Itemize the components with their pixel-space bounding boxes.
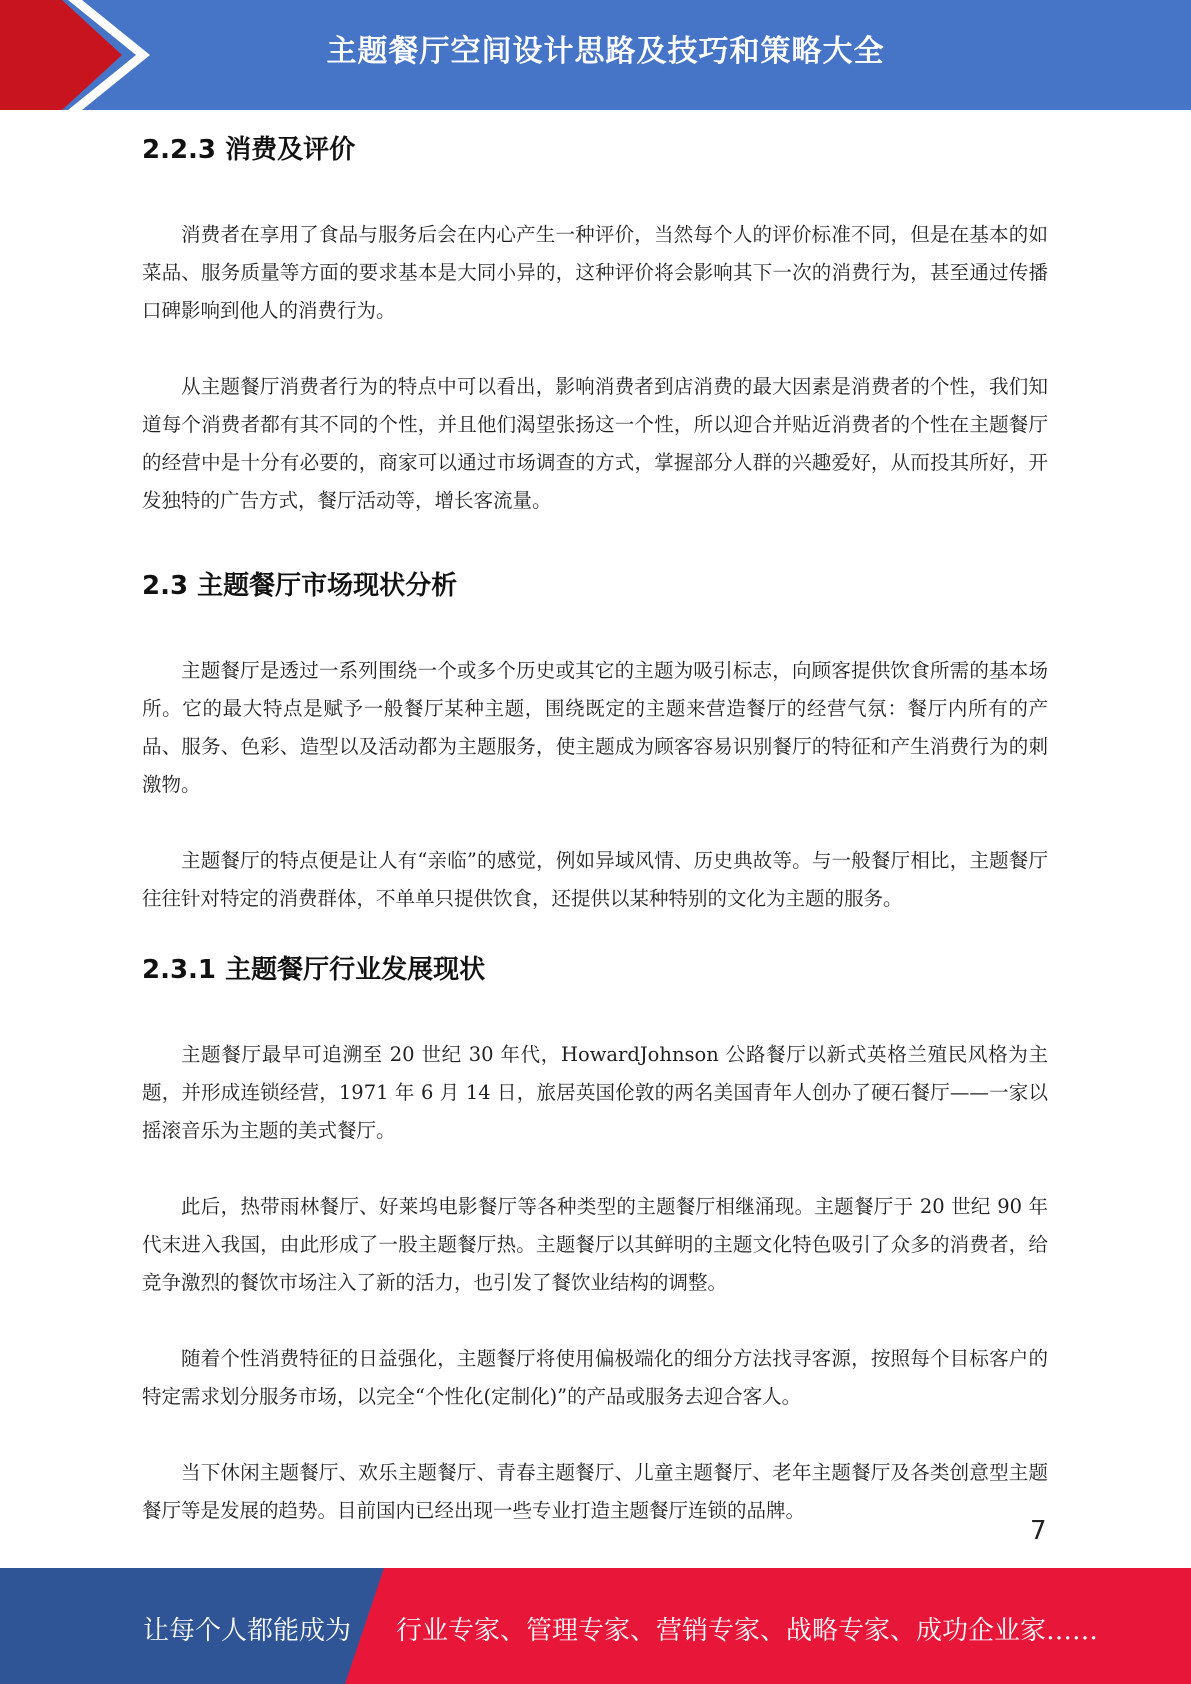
paragraph: 主题餐厅是透过一系列围绕一个或多个历史或其它的主题为吸引标志，向顾客提供饮食所需的基本场所。它的最大特点是赋予一般餐厅某种主题，围绕既定的主题来营造餐厅的经营气氛：餐厅内所有的产品、服务、色彩、造型以及活动都为主题服务，使主题成为顾客容易识别餐厅的特征和产生消费行为的刺激物。 <box>142 659 1048 796</box>
footer-slogan-right: 行业专家、管理专家、营销专家、战略专家、成功企业家…… <box>396 1616 1099 1646</box>
document-body <box>142 128 1048 1530</box>
section-heading: 2.2.3 消费及评价 <box>142 135 356 165</box>
page-header <box>0 0 1191 110</box>
paragraph: 此后，热带雨林餐厅、好莱坞电影餐厅等各种类型的主题餐厅相继涌现。主题餐厅于 20 世纪 90 年代末进入我国，由此形成了一股主题餐厅热。主题餐厅以其鲜明的主题文化特色吸引了众多的消费者，给竞争激烈的餐饮市场注入了新的活力，也引发了餐饮业结构的调整。 <box>142 1195 1048 1294</box>
paragraph: 从主题餐厅消费者行为的特点中可以看出，影响消费者到店消费的最大因素是消费者的个性，我们知道每个消费者都有其不同的个性，并且他们渴望张扬这一个性，所以迎合并贴近消费者的个性在主题餐厅的经营中是十分有必要的，商家可以通过市场调查的方式，掌握部分人群的兴趣爱好，从而投其所好，开发独特的广告方式，餐厅活动等，增长客流量。 <box>142 375 1048 512</box>
paragraph: 主题餐厅的特点便是让人有“亲临”的感觉，例如异域风情、历史典故等。与一般餐厅相比，主题餐厅往往针对特定的消费群体，不单单只提供饮食，还提供以某种特别的文化为主题的服务。 <box>142 849 1048 910</box>
paragraph: 随着个性消费特征的日益强化，主题餐厅将使用偏极端化的细分方法找寻客源，按照每个目标客户的特定需求划分服务市场，以完全“个性化(定制化)”的产品或服务去迎合客人。 <box>142 1347 1048 1408</box>
header-title: 主题餐厅空间设计思路及技巧和策略大全 <box>326 34 885 69</box>
section-heading: 2.3 主题餐厅市场现状分析 <box>142 571 458 601</box>
paragraph: 主题餐厅最早可追溯至 20 世纪 30 年代，HowardJohnson 公路餐厅以新式英格兰殖民风格为主题，并形成连锁经营，1971 年 6 月 14 日，旅居英国伦敦的两名美国青年人创办了硬石餐厅——一家以摇滚音乐为主题的美式餐厅。 <box>142 1043 1048 1142</box>
page-footer <box>0 1568 1191 1684</box>
paragraph: 消费者在享用了食品与服务后会在内心产生一种评价，当然每个人的评价标准不同，但是在基本的如菜品、服务质量等方面的要求基本是大同小异的，这种评价将会影响其下一次的消费行为，甚至通过传播口碑影响到他人的消费行为。 <box>142 223 1048 322</box>
footer-slogan-left: 让每个人都能成为 <box>143 1616 352 1646</box>
section-heading: 2.3.1 主题餐厅行业发展现状 <box>142 955 486 985</box>
page-number: 7 <box>1030 1516 1047 1546</box>
paragraph: 当下休闲主题餐厅、欢乐主题餐厅、青春主题餐厅、儿童主题餐厅、老年主题餐厅及各类创意型主题餐厅等是发展的趋势。目前国内已经出现一些专业打造主题餐厅连锁的品牌。 <box>142 1461 1048 1522</box>
